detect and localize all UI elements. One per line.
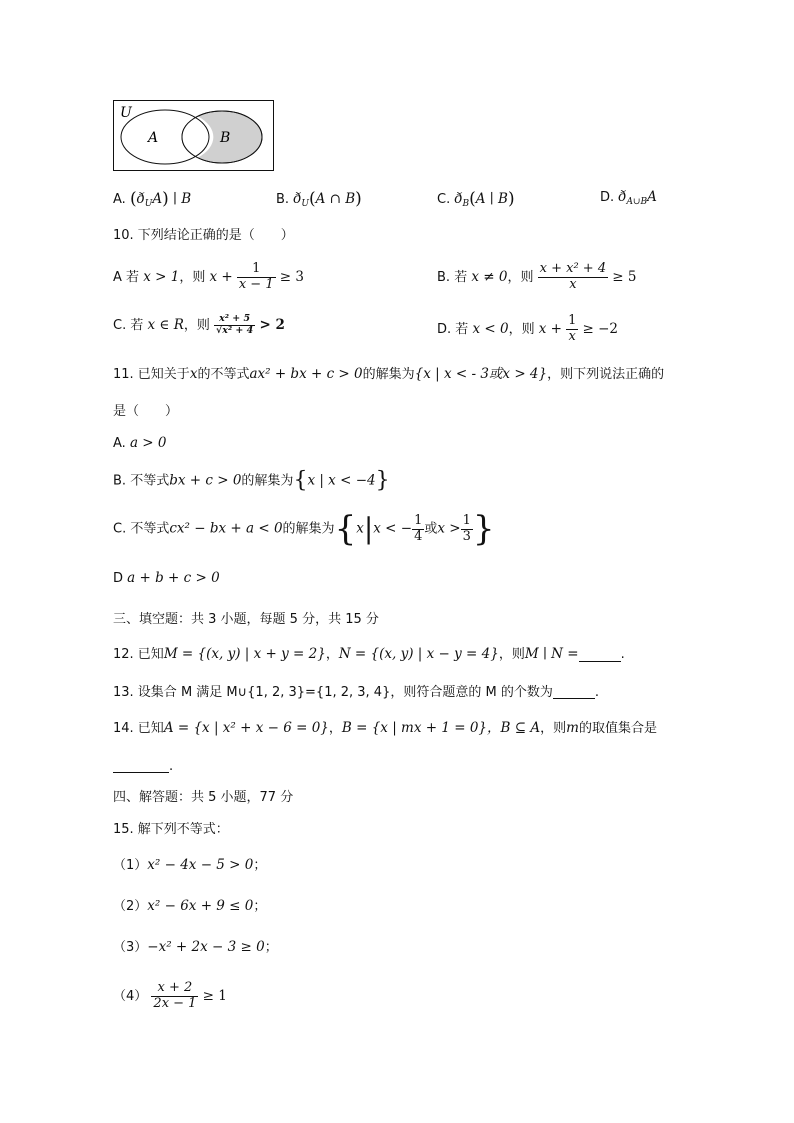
- q10-option-a: A 若 x > 1，则 x + $\frac{1}{x - 1}$ ≥ 3: [113, 261, 304, 292]
- q9-option-d-label: D.: [600, 190, 615, 205]
- q14: 14. 已知A = {x | x² + x − 6 = 0}，B = {x | mx + 1 = 0}，B ⊆ A，则m的取值集合是: [113, 720, 657, 736]
- q9-option-c: [437, 191, 515, 209]
- q15-part-4: （4） $\frac{x + 2}{2x - 1}$ ≥ 1: [113, 980, 227, 1011]
- q15-p4-fraction: $\frac{x + 2}{2x - 1}$: [153, 980, 197, 1011]
- venn-b-label: B: [220, 130, 231, 146]
- q15-stem: 15. 解下列不等式：: [113, 822, 229, 837]
- q10-c-fraction: $\frac{\text{x² + 5}}{\text{√x² + 4}}$: [216, 313, 254, 336]
- q11-option-b: B. 不等式bx + c > 0的解集为{x | x < −4}: [113, 468, 390, 493]
- q12: 12. 已知M = {(x, y) | x + y = 2}，N = {(x, y) | x − y = 4}，则M ∣ N = .: [113, 646, 625, 662]
- venn-diagram: [113, 100, 275, 172]
- q13: 13. 设集合 M 满足 M∪{1, 2, 3}={1, 2, 3, 4}，则符合题意的 M 的个数为 .: [113, 685, 599, 700]
- q14-answer-line: .: [113, 760, 173, 773]
- q10-b-fraction: $\frac{\text{x + x² + 4}}{x}$: [539, 261, 607, 292]
- q12-answer-blank: [579, 649, 621, 662]
- q9-option-a-label: A.: [113, 192, 126, 207]
- q9-option-c-expr: $ð_B(A$ ∣ B): [454, 189, 515, 209]
- q11-option-a: A. a > 0: [113, 435, 167, 451]
- q10-option-d: D. 若 x < 0，则 x + $\frac{1}{x}$ ≥ −2: [437, 313, 619, 344]
- q9-option-d: [600, 191, 657, 207]
- q11-stem-line2: 是（ ）: [113, 404, 179, 419]
- venn-a-label: A: [148, 130, 159, 146]
- q10-stem: 10. 下列结论正确的是（ ）: [113, 228, 294, 243]
- q9-option-c-label: C.: [437, 192, 451, 207]
- q10-d-fraction: $\frac{1}{x}$: [568, 313, 577, 344]
- section4-title: 四、解答题：共 5 小题，77 分: [113, 790, 294, 805]
- q9-option-b: [276, 191, 362, 209]
- q11-option-c: C. 不等式cx² − bx + a < 0的解集为{x|x < − $\frac{1}{4}$ 或x > $\frac{1}{3}$ }: [113, 509, 495, 549]
- q11-stem: 11. 已知关于x的不等式ax² + bx + c > 0的解集为{x | x < - 3或x > 4}，则下列说法正确的: [113, 366, 665, 382]
- q15-part-1: （1）x² − 4x − 5 > 0；: [113, 857, 267, 873]
- q15-part-3: （3）−x² + 2x − 3 ≥ 0；: [113, 939, 278, 955]
- q9-option-d-expr: $ð_{A\cup B}A$: [618, 189, 657, 207]
- q9-option-a: [113, 191, 191, 209]
- q14-answer-blank: [113, 760, 169, 773]
- q10-a-fraction: $\frac{1}{x - 1}$: [238, 261, 274, 292]
- section3-title: 三、填空题：共 3 小题，每题 5 分，共 15 分: [113, 612, 379, 627]
- q10-option-b: B. 若 x ≠ 0，则 $\frac{\text{x + x² + 4}}{x}$ ≥ 5: [437, 261, 637, 292]
- q9-option-b-label: B.: [276, 192, 290, 207]
- q9-option-a-expr: $(ð_UA)$ ∣ B: [129, 189, 192, 209]
- q10-option-c: C. 若 x ∈ R，则 $\frac{\text{x² + 5}}{\text{√x² + 4}}$ > 2: [113, 313, 285, 336]
- q13-answer-blank: [553, 686, 595, 699]
- q15-part-2: （2）x² − 6x + 9 ≤ 0；: [113, 898, 267, 914]
- q9-option-b-expr: $ð_U(A$ ∩ B): [293, 189, 362, 209]
- q11-option-d: D a + b + c > 0: [113, 570, 220, 586]
- venn-u-label: U: [120, 105, 132, 121]
